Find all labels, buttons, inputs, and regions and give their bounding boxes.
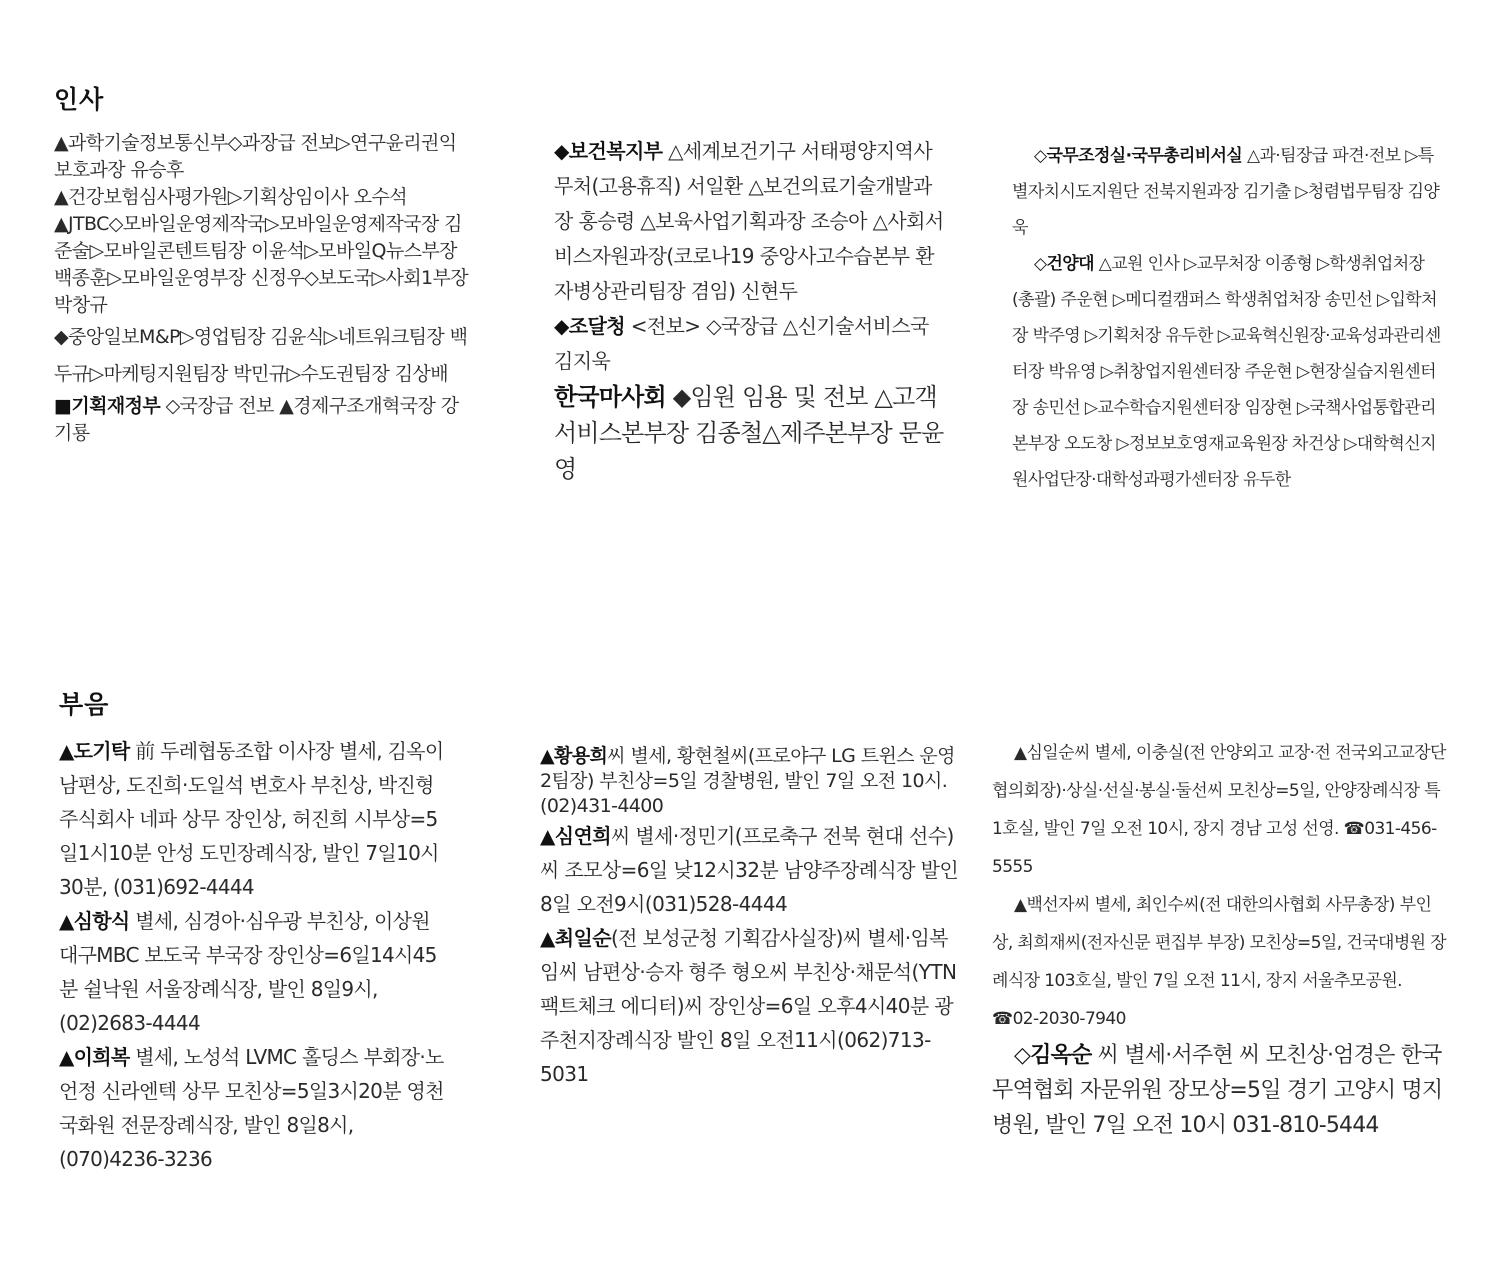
obituary-entry	[540, 819, 960, 921]
entry-title: ◇김옥순	[1014, 1043, 1092, 1068]
entry-body: ◆임원 임용 및 전보 △고객서비스본부장 김종철△제주본부장 문윤영	[554, 383, 944, 483]
entry-title: ▲최일순	[540, 926, 611, 950]
entry-body: 별세, 노성석 LVMC 홀딩스 부회장·노언정 신라엔텍 상무 모친상=5일3시20분 영천 국화원 전문장례식장, 발인 8일8시, (070)4236-3236	[59, 1045, 444, 1171]
entry-body: △세계보건기구 서태평양지역사무처(고용휴직) 서일환 △보건의료기술개발과장 홍승령 △보육사업기획과장 조승아 △사회서비스자원과장(코로나19 중앙사고수습본부 환자병상관리팀장 겸임) 신현두	[554, 139, 944, 303]
obituary-entry	[59, 1040, 454, 1176]
entry-body: 씨 별세, 황현철씨(프로야구 LG 트윈스 운영 2팀장) 부친상=5일 경찰병원, 발인 7일 오전 10시. (02)431-4400	[540, 745, 955, 817]
entry-title: ◇건양대	[1034, 254, 1094, 274]
entry-body: 별세, 심경아·심우광 부친상, 이상원 대구MBC 보도국 부국장 장인상=6일14시45분 쉴낙원 서울장례식장, 발인 8일9시, (02)2683-4444	[59, 909, 437, 1035]
entry-title: ▲심항식	[59, 909, 130, 933]
personnel-column-3	[1012, 138, 1442, 498]
obituary-heading: 부음	[59, 690, 110, 719]
entry-title: ◆조달청	[554, 314, 625, 338]
entry-body: ◇국장급 전보 ▲경제구조개혁국장 강기룡	[54, 395, 459, 444]
obituary-column-2	[540, 744, 960, 1091]
entry-title: ▲심연희	[540, 824, 611, 848]
personnel-entry	[554, 379, 949, 487]
obituary-entry: ▲심일순씨 별세, 이충실(전 안양외고 교장·전 전국외고교장단협의회장)·상실·선실·봉실·둘선씨 모친상=5일, 안양장례식장 특1호실, 발인 7일 오전 10시, 장지 경남 고성 선영. ☎031-456-5555	[992, 743, 1446, 877]
entry-body: 씨 별세·서주현 씨 모친상·엄경은 한국무역협회 자문위원 장모상=5일 경기 고양시 명지병원, 발인 7일 오전 10시 031-810-5444	[992, 1043, 1443, 1138]
obituary-entry	[540, 921, 960, 1091]
personnel-entry	[1012, 138, 1442, 246]
entry-body: <전보> ◇국장급 △신기술서비스국 김지욱	[554, 314, 929, 373]
obituary-column-3	[992, 734, 1447, 1143]
obituary-column-1	[59, 734, 454, 1176]
entry-title: ▲황용희	[540, 745, 608, 767]
personnel-heading: 인사	[54, 85, 105, 114]
entry-body: 前 두레협동조합 이사장 별세, 김옥이 남편상, 도진희·도일석 변호사 부친상, 박진형 주식회사 네파 상무 장인상, 허진희 시부상=5일1시10분 안성 도민장례식장, 발인 7일10시30분, (031)692-4444	[59, 739, 444, 899]
entry-body: △교원 인사 ▷교무처장 이종형 ▷학생취업처장(총괄) 주운현 ▷메디컬캠퍼스 학생취업처장 송민선 ▷입학처장 박주영 ▷기획처장 유두한 ▷교육혁신원장·교육성과관리센터장 박유영 ▷취창업지원센터장 주운현 ▷현장실습지원센터장 송민선 ▷교수학습지원센터장 임장현 ▷국책사업통합관리본부장 오도창 ▷정보보호영재교육원장 차건상 ▷대학혁신지원사업단장·대학성과평가센터장 유두한	[1012, 254, 1441, 490]
personnel-column-1	[54, 130, 474, 447]
entry-body: (전 보성군청 기획감사실장)씨 별세·임복임씨 남편상·승자 형주 형오씨 부친상·채문석(YTN 팩트체크 에디터)씨 장인상=6일 오후4시40분 광주천지장례식장 발인 8일 오전11시(062)713-5031	[540, 926, 957, 1086]
personnel-column-2	[554, 134, 949, 487]
personnel-entry	[554, 134, 949, 309]
entry-title: ■기획재정부	[54, 395, 161, 417]
entry-body: △과·팀장급 파견·전보 ▷특별자치시도지원단 전북지원과장 김기출 ▷청렴법무팀장 김양욱	[1012, 146, 1440, 238]
obituary-entry	[59, 734, 454, 904]
personnel-entry: ▲과학기술정보통신부◇과장급 전보▷연구윤리권익보호과장 유승후	[54, 132, 457, 181]
personnel-entry: ▲JTBC◇모바일운영제작국▷모바일운영제작국장 김준술▷모바일콘텐트팀장 이윤석▷모바일Q뉴스부장 백종훈▷모바일운영부장 신정우◇보도국▷사회1부장 박창규	[54, 213, 469, 316]
personnel-entry	[54, 393, 474, 447]
entry-title: ◇국무조정실·국무총리비서실	[1034, 146, 1243, 166]
personnel-entry	[554, 309, 949, 379]
entry-title: ▲도기탁	[59, 739, 130, 763]
obituary-entry: ▲백선자씨 별세, 최인수씨(전 대한의사협회 사무총장) 부인상, 최희재씨(전자신문 편집부 부장) 모친상=5일, 건국대병원 장례식장 103호실, 발인 7일 오전 11시, 장지 서울추모공원. ☎02-2030-7940	[992, 895, 1447, 1029]
entry-body: 씨 별세·정민기(프로축구 전북 현대 선수)씨 조모상=6일 낮12시32분 남양주장례식장 발인 8일 오전9시(031)528-4444	[540, 824, 959, 916]
entry-title: 한국마사회	[554, 383, 666, 411]
personnel-entry	[1012, 246, 1442, 498]
personnel-entry: ▲건강보험심사평가원▷기획상임이사 오수석	[54, 186, 408, 208]
personnel-entry: ◆중앙일보M&P▷영업팀장 김윤식▷네트워크팀장 백두규▷마케팅지원팀장 박민규▷수도권팀장 김상배	[54, 326, 468, 385]
obituary-entry	[540, 744, 960, 819]
entry-title: ◆보건복지부	[554, 139, 663, 163]
obituary-entry	[992, 1038, 1447, 1143]
entry-title: ▲이희복	[59, 1045, 130, 1069]
obituary-entry	[59, 904, 454, 1040]
